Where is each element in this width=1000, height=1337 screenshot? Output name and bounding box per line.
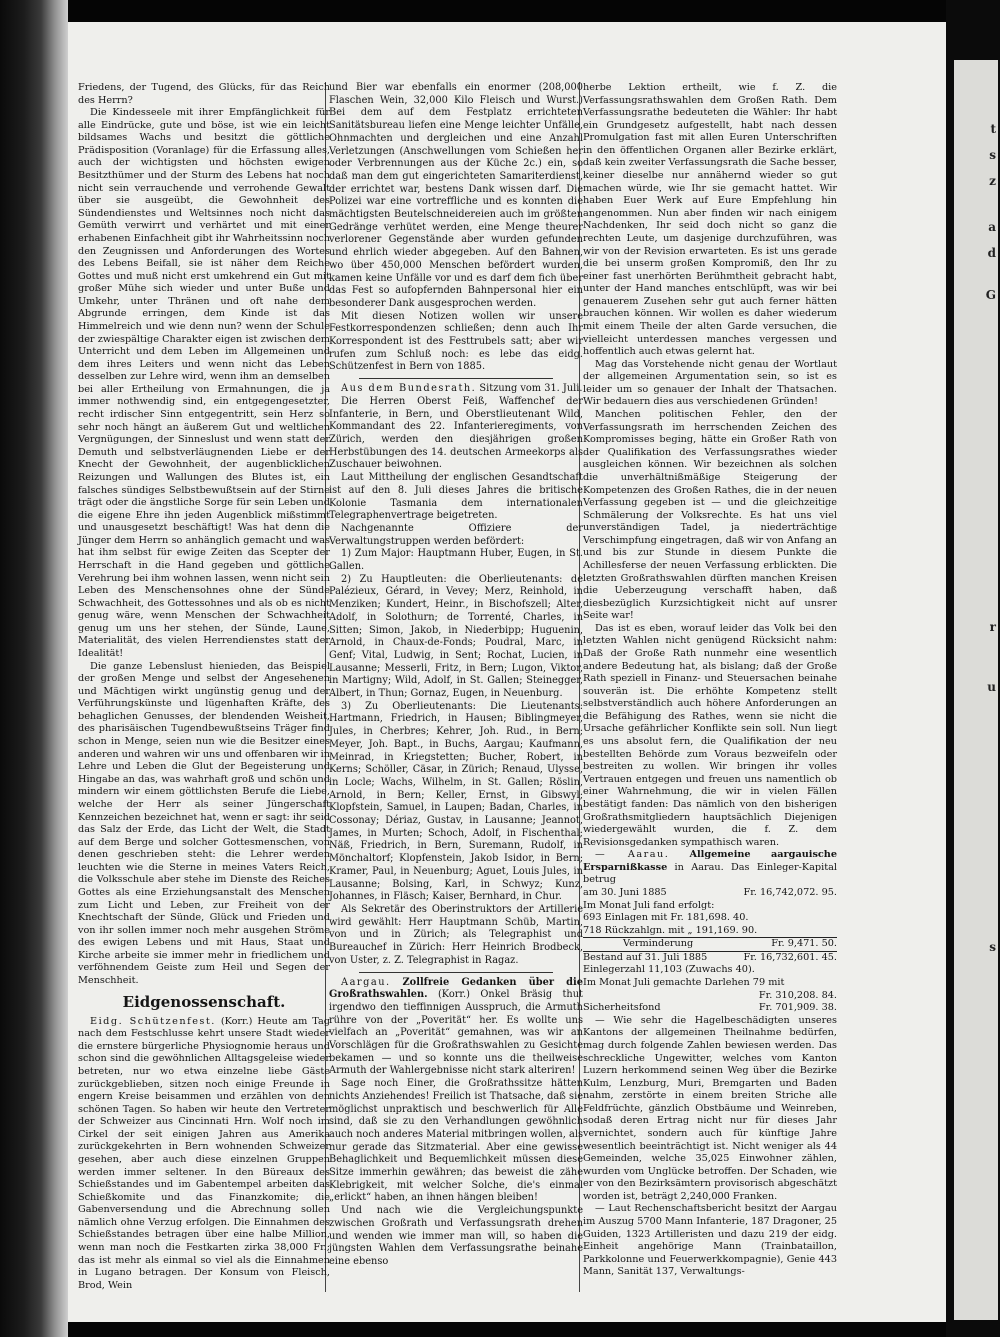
table-cell: Fr. 16,742,072. 95. [743, 887, 837, 898]
book-binding-shadow [0, 0, 68, 1337]
edge-glyph: s [989, 148, 996, 162]
paragraph: herbe Lektion ertheilt, wie f. Z. die Verfassungsrathswahlen dem Großen Rath. Dem Verfassungsrathe bedeuteten die Wähler: Ihr habt ein Grundgesetz aufgestellt, habt nach dessen Promulgation fast mit allen Euren Unterschriften in den öffentlichen Organen aller Bezirke erklärt, daß kein zweiter Verfassungsrath die Sache besser, keiner dieselbe nur annähernd wieder so gut machen würde, wie Ihr sie gemacht hattet. Wir haben Euer Werk auf Eure Empfehlung hin angenommen. Nun aber finden wir nach einigem Nachdenken, Ihr seid doch nicht so ganz die rechten Leute, um dasjenige durchzuführen, was wir von der Revision erwarteten. Es ist uns gerade die bei unserm großen Kompromiß, den Ihr zu einer fast unerhörten Berühmtheit gebracht habt, unter der Hand manches entschlüpft, was wir bei genauerem Zusehen sehr gut auch ferner hätten brauchen können. Wir wollen es daher wiederum mit einem Theile der alten Garde versuchen, die vielleicht unterdessen manches vergessen und hoffentlich auch etwas gelernt hat. [583, 82, 837, 358]
table-cell [583, 990, 728, 1003]
edge-glyph: a [988, 220, 996, 234]
paragraph: Und nach wie die Vergleichungspunkte zwischen Großrath und Verfassungsrath drehen und wenden wie immer man will, so haben die jüngsten Wahlen dem Verfassungsrathe beinahe eine ebenso [329, 1205, 583, 1267]
edge-glyph: t [990, 122, 996, 136]
table-cell: Fr. 16,732,601. 45. [743, 951, 837, 963]
table-cell: Sicherheitsfond [583, 1002, 661, 1014]
article-lead: — Aarau. [595, 849, 670, 861]
table-row [583, 990, 837, 1003]
table-cell: am 30. Juni 1885 [583, 887, 667, 898]
paragraph: Laut Mittheilung der englischen Gesandtschaft ist auf den 8. Juli dieses Jahres die britische Kolonie Tasmania dem internationalen Telegraphenvertrage beigetreten. [329, 472, 583, 522]
article-schuetzenfest [78, 1016, 330, 1293]
edge-glyph: s [989, 940, 996, 954]
table-cell: 718 Rückzahlgn. mit „ 191,169. 90. [583, 925, 837, 938]
paragraph: Das ist es eben, worauf leider das Volk bei den letzten Wahlen nicht genügend Rücksicht nahm: Daß der Große Rath nunmehr eine wesentlich andere Bedeutung hat, als bislang; daß der Große Rath speziell in Finanz- und Steuersachen beinahe souverän ist. Die erhöhte Kompetenz stellt selbstverständlich auch höhere Anforderungen an die Befähigung des Rathes, wenn sie nicht die Ursache gefährlicher Konflikte sein soll. Nun liegt es uns absolut fern, die Qualifikation der neu bestellten Behörde zum Voraus bezweifeln oder bestreiten zu wollen. Wir bringen ihr volles Vertrauen entgegen und freuen uns namentlich ob einer Wahrnehmung, die wir in vielen Fällen bestätigt fanden: Das nämlich von den bisherigen Großrathsmitgliedern hauptsächlich Diejenigen wiedergewählt wurden, die f. Z. dem Revisionsgedanken sympathisch waren. [583, 622, 837, 848]
adjacent-page [954, 60, 998, 1320]
article-text: (Korr.) Onkel Bräsig thut irgendwo den tieffinnigen Ausspruch, die Armuth rühre von der „Poverität“ her. Es wollte uns vielfach an „Poverität“ gemahnen, was wir an Vorschlägen für die Großrathswahlen zu Gesichte bekamen — und so konnte uns die theilweise Armuth der Wahlergebnisse nicht stark alteriren! [329, 989, 583, 1077]
edge-glyph: z [989, 174, 996, 188]
table-cell: Fr. 310,208. 84. [758, 989, 837, 1001]
table-row [583, 887, 837, 900]
table-row [583, 912, 837, 925]
edge-glyph: G [985, 288, 996, 302]
paragraph: Die Kindesseele mit ihrer Empfänglichkeit für alle Eindrücke, gute und böse, ist wie ein leicht bildsames Wachs und besitzt die göttliche Prädisposition (Voranlage) für die Erfassung alles, auch der wichtigsten und höchsten ewigen Besitzthümer und der Sturm des Lebens hat noch nicht sein verrauchende und verrohende Gewalt über sie ausgeübt, die Gewohnheit des Sündendienstes und Weltsinnes noch nicht das Gemüth verwirrt und verhärtet und mit einer erhabenen Einfachheit gibt ihr Wahrheitssinn noch den Zeugnissen und Anforderungen des Wortes des Lebens Beifall, sie ist näher dem Reiche Gottes und muß nicht erst umkehrend ein Gut mit großer Mühe sich wieder und unter Buße und Umkehr, unter Thränen und oft nahe dem Abgrunde erringen, dem Kinde ist das Himmelreich und wie denn nun? wenn der Schule der zwiespältige Charakter eigen ist zwischen dem Unterricht und dem Leben im Allgemeinen und dem ihres Leiters und wenn nicht das Leben desselben zur Lehre wird, wenn ihm an demselben bei aller Ertheilung von Ermahnungen, die ja immer nothwendig sind, ein entgegengesetzter, recht irdischer Sinn entgegentritt, sein Herz so sehr noch hängt an äußerem Gut und weltlichen Vergnügungen, der Sinneslust und wenn statt der Demuth und selbstverläugnenden Liebe er der Knecht der Gewohnheit, der augenblicklichen Reizungen und Wallungen des Blutes ist, ein falsches sündiges Selbstbewußtsein auf der Stirne trägt oder die ängstliche Sorge für sein Leben und die eigene Ehre ihn jeden Augenblick mißstimmt und unausgesetzt beschäftigt! Was hat denn die Jünger dem Herrn so anhänglich gemacht und was hat ihm selbst für ewige Zeiten das Scepter der Herrschaft in die Hand gegeben und göttliche Verehrung bei ihm wohnen lassen, wenn nicht sein Leben des Menschensohnes ohne der Sünde Schwachheit, des Gottessohnes und als ob es nicht genug wäre, wenn Menschen der Schwachheit genug um uns her stehen, der Sünde, Laune, Materialität, des vielen Herrendienstes statt der Idealität! [78, 107, 330, 660]
article-lead: Aargau. [341, 976, 391, 988]
savings-table [583, 887, 837, 1015]
table-row [583, 900, 837, 913]
column-3 [583, 82, 837, 1279]
paragraph: Friedens, der Tugend, des Glücks, für das Reich des Herrn? [78, 82, 330, 106]
paragraph: Nachgenannte Offiziere der Verwaltungstruppen werden befördert: [329, 522, 583, 547]
paragraph: 3) Zu Oberlieutenants: Die Lieutenants: Hartmann, Friedrich, in Hausen; Biblingmeyer, Jules, in Cherbres; Kehrer, Joh. Rud., in Bern; Meyer, Joh. Bapt., in Buchs, Aargau; Kaufmann, Meinrad, in Kriegstetten; Bucher, Robert, in Kerns; Schöller, Cäsar, in Zürich; Renaud, Ulysse, in Locle; Wachs, Wilhelm, in St. Gallen; Röslin, Arnold, in Bern; Keller, Ernst, in Gibswyl; Klopfstein, Samuel, in Laupen; Badan, Charles, in Cossonay; Dériaz, Gustav, in Lausanne; Jeannot, James, in Murten; Schoch, Adolf, in Fischenthal; Näß, Friedrich, in Bern, Suremann, Rudolf, in Mönchaltorf; Klopfenstein, Jakob Isidor, in Bern; Kramer, Paul, in Neuenburg; Aguet, Louis Jules, in Lausanne; Bolsing, Karl, in Schwyz; Kunz, Johannes, in Fläsch; Kaiser, Bernhard, in Chur. [329, 700, 583, 903]
separator [359, 378, 553, 379]
table-row [583, 938, 837, 952]
paragraph: Die Herren Oberst Feiß, Waffenchef der Infanterie, in Bern, und Oberstlieutenant Wild, Kommandant des 22. Infanterieregiments, von Zürich, werden den diesjährigen großen Herbstübungen des 14. deutschen Armeekorps als Zuschauer beiwohnen. [329, 395, 583, 471]
article-title: Allgemeine aargauische Ersparnißkasse [583, 849, 837, 873]
table-cell: Einlegerzahl 11,103 (Zuwachs 40). [583, 964, 755, 976]
article-ersparniskasse [583, 849, 837, 887]
table-row [583, 964, 837, 977]
article-aargau [329, 977, 583, 1079]
edge-glyph: d [987, 246, 996, 260]
article-text: in Aarau. Das Einleger-Kapital betrug [583, 861, 837, 886]
table-cell: Im Monat Juli fand erfolgt: [583, 899, 715, 911]
paragraph: 1) Zum Major: Hauptmann Huber, Eugen, in St. Gallen. [329, 548, 583, 573]
article-lead: Aus dem Bundesrath. [341, 383, 477, 395]
table-row [583, 1002, 837, 1015]
edge-glyph: u [987, 680, 996, 694]
article-bundesrath [329, 383, 583, 396]
article-text: (Korr.) Heute am Tag nach dem Festschlusse kehrt unsere Stadt wieder die ernstere bürgerliche Physiognomie heraus und schon sind die gewöhnlichen Alltagsgeleise wieder betreten, nur wo etwa einzelne liebe Gäste zurückgeblieben, sitzen noch einige Freunde in engern Kreise beisammen und erzählen von den schönen Tagen. So haben wir heute den Vertreter der Schweizer aus Cincinnati Hrn. Wolf noch im Cirkel der seit einigen Jahren aus Amerika zurückgekehrten in Bern wohnenden Schweizer gesehen, aber auch diese einzelnen Gruppen werden immer seltener. In den Büreaux des Schießstandes und im Gabentempel arbeiten das Schießkomite und das Finanzkomite; die Gabenversendung und die Abrechnung sollen nämlich ohne Verzug erfolgen. Die Einnahmen des Schießstandes betragen über eine halbe Million, wenn man noch die Festkarten zirka 38,000 Fr.; das ist mehr als einmal so viel als die Einnahmen in Lugano betragen. Der Konsum von Fleisch, Brod, Wein [78, 1015, 330, 1291]
paragraph: — Wie sehr die Hagelbeschädigten unseres Kantons der allgemeinen Theilnahme bedürfen, mag durch folgende Zahlen bewiesen werden. Das schreckliche Ungewitter, welches vom Kanton Luzern herkommend seinen Weg über die Bezirke Kulm, Lenzburg, Muri, Bremgarten und Baden nahm, zerstörte in einem breiten Striche alle Feldfrüchte, gänzlich Obstbäume und Weinreben, sodaß deren Ertrag nicht nur für dieses Jahr vernichtet, sondern auch für künftige Jahre wesentlich beeinträchtigt ist. Nicht weniger als 44 Gemeinden, welche 35,025 Einwohner zählen, wurden vom Unglücke betroffen. Der Schaden, wie er von den Bezirksämtern provisorisch abgeschätzt worden ist, beträgt 2,240,000 Franken. [583, 1014, 837, 1202]
column-2 [329, 82, 583, 1269]
adjacent-page-strip [946, 0, 1000, 1337]
article-title: Zollfreie Gedanken über die Großrathswahlen. [329, 976, 583, 1001]
paragraph: Mit diesen Notizen wollen wir unsere Festkorrespondenzen schließen; denn auch Ihr Korrespondent ist des Festtrubels satt; aber wir rufen zum Schluß noch: es lebe das eidg. Schützenfest in Bern von 1885. [329, 310, 583, 373]
paragraph: Manchen politischen Fehler, den der Verfassungsrath im herrschenden Zeichen des Kompromisses beging, hätte ein Großer Rath von der Qualifikation des Verfassungsrathes wieder ausgleichen können. Wir bezeichnen als solchen die unverhältnißmäßige Steigerung der Kompetenzen des Großen Rathes, die in der neuen Verfassung gegeben ist — und die gleichzeitige Schmälerung der Volksrechte. Es hat uns viel unverständigen Tadel, ja niederträchtige Verschimpfung eingetragen, daß wir von Anfang an und bis zur Stunde in diesem Punkte die Achillesferse der neuen Verfassung erblickten. Die letzten Großrathswahlen dürften manchen Kreisen die Ueberzeugung verschafft haben, daß diesbezüglich Kurzsichtigkeit nicht auf unsrer Seite war! [583, 409, 837, 622]
table-row [583, 977, 837, 990]
paragraph: Mag das Vorstehende nicht genau der Wortlaut der allgemeinen Argumentation sein, so ist es leider um so genauer der Inhalt der Thatsachen. Wir bedauern dies aus verschiedenen Gründen! [583, 358, 837, 408]
table-cell: Bestand auf 31. Juli 1885 [583, 951, 708, 963]
article-text: Sitzung vom 31. Juli. [476, 383, 583, 395]
paragraph: und Bier war ebenfalls ein enormer (208,000 Flaschen Wein, 32,000 Kilo Fleisch und Wurst.) Bei dem auf dem Festplatz errichteten Sanitätsbureau liefen eine Menge leichter Unfälle, Ohnmachten und dergleichen und eine Anzahl Verletzungen (Anschwellungen vom Schießen her oder Verbrennungen aus der Küche 2c.) ein, so daß man dem gut eingerichteten Samariterdienst, der errichtet war, bestens Dank wissen darf. Die Polizei war eine vortreffliche und es konnten die mächtigsten Beutelschneidereien auch im größten Gedränge verhütet werden, eine Menge theurer verlorener Gegenstände aber wurden gefunden und ehrlich wieder abgegeben. Auf den Bahnen, wo über 450,000 Menschen befördert wurden, kamen keine Unfälle vor und es darf dem fich über das Fest so aufopfernden Bahnpersonal hier ein besonderer Dank ausgesprochen werden. [329, 82, 583, 309]
table-cell: Verminderung [583, 938, 728, 952]
table-row [583, 925, 837, 938]
section-heading: Eidgenossenschaft. [122, 992, 286, 1011]
article-lead: Eidg. Schützenfest. [90, 1015, 216, 1027]
table-row [583, 951, 837, 964]
paragraph: Als Sekretär des Oberinstruktors der Artillerie wird gewählt: Herr Hauptmann Schüb, Martin, von und in Zürich; als Telegraphist und Bureauchef in Zürich: Herr Heinrich Brodbeck, von Uster, z. Z. Telegraphist in Ragaz. [329, 904, 583, 966]
table-cell: Im Monat Juli gemachte Darlehen 79 mit [583, 977, 785, 989]
table-cell: Fr. 701,909. 38. [758, 1002, 837, 1014]
separator [359, 972, 553, 973]
column-1 [78, 82, 330, 1292]
paragraph: 2) Zu Hauptleuten: die Oberlieutenants: de Palézieux, Gérard, in Vevey; Merz, Reinhold, in Menziken; Kundert, Heinr., in Bischofszell; Alter, Adolf, in Solothurn; de Torrenté, Charles, in Sitten; Simon, Jakob, in Niederbipp; Huguenin, Arnold, in Chaux-de-Fonds; Poudral, Marc, in Genf; Vital, Ludwig, in Sent; Rochat, Lucien, in Lausanne; Messerli, Fritz, in Bern; Lugon, Viktor, in Martigny; Wild, Adolf, in St. Gallen; Steinegger, Albert, in Thun; Gornaz, Eugen, in Neuenburg. [329, 573, 583, 700]
paragraph: Die ganze Lebenslust hienieden, das Beispiel der großen Menge und selbst der Angesehenen und Mächtigen wirkt ungünstig genug und der Verführungskünste und lügenhaften Kräfte, des behaglichen Genusses, der blendenden Weisheit, des pharisäischen Tugendbewußtseins Träger find schon in Menge, seien nun wie die Besitzer eines anderen und wahren wir uns und offenbaren wir in Lehre und Leben die Glut der Begeisterung und Hingabe an das, was wahrhaft groß und schön und mindern wir einem göttlichsten Berufe die Liebe, welche der Herr als seiner Jüngerschaft Kennzeichen bezeichnet hat, wenn er sagt: ihr seid das Salz der Erde, das Licht der Welt, die Stadt auf dem Berge und solcher Gottesmenschen, von denen geschrieben steht: die Lehrer werden leuchten wie die Sterne in meines Vaters Reich, die Volksschule aber stehe im Dienste des Reiches Gottes als eine Erziehungsanstalt des Menschen zum Licht und Leben, zur Freiheit von der Knechtschaft der Sünde, Glück und Frieden und von ihr sollen immer noch mehr ausgehen Ströme des ewigen Lebens und mit Haus, Staat und Kirche arbeite sie immer mehr in friedlichem und verföhnendem Geiste zum Heil und Segen der Menschheit. [78, 660, 330, 987]
table-cell: Fr. 9,471. 50. [728, 938, 837, 952]
table-cell: 693 Einlagen mit Fr. 181,698. 40. [583, 912, 749, 924]
paragraph: Sage noch Einer, die Großrathssitze hätten nichts Anziehendes! Freilich ist Thatsache, daß sie möglichst unpraktisch und beschwerlich für Alle sind, daß sie zu den Verhandlungen gewöhnlich auch noch anderes Material mitbringen wollen, als nur gerade das Sitzmaterial. Aber eine gewisse Behaglichkeit und Bequemlichkeit müssen diese Sitze immerhin gewähren; das beweist die zähe Klebrigkeit, mit welcher Solche, die's einmal „erlickt“ haben, an ihnen hängen bleiben! [329, 1078, 583, 1204]
edge-glyph: r [989, 620, 996, 634]
paragraph: — Laut Rechenschaftsbericht besitzt der Aargau im Auszug 5700 Mann Infanterie, 187 Dragoner, 25 Guiden, 1323 Artilleristen und dazu 219 der eidg. Einheit angehörige Mann (Trainbataillon, Parkkolonne und Feuerwerkkompagnie), Genie 443 Mann, Sanität 137, Verwaltungs- [583, 1203, 837, 1278]
